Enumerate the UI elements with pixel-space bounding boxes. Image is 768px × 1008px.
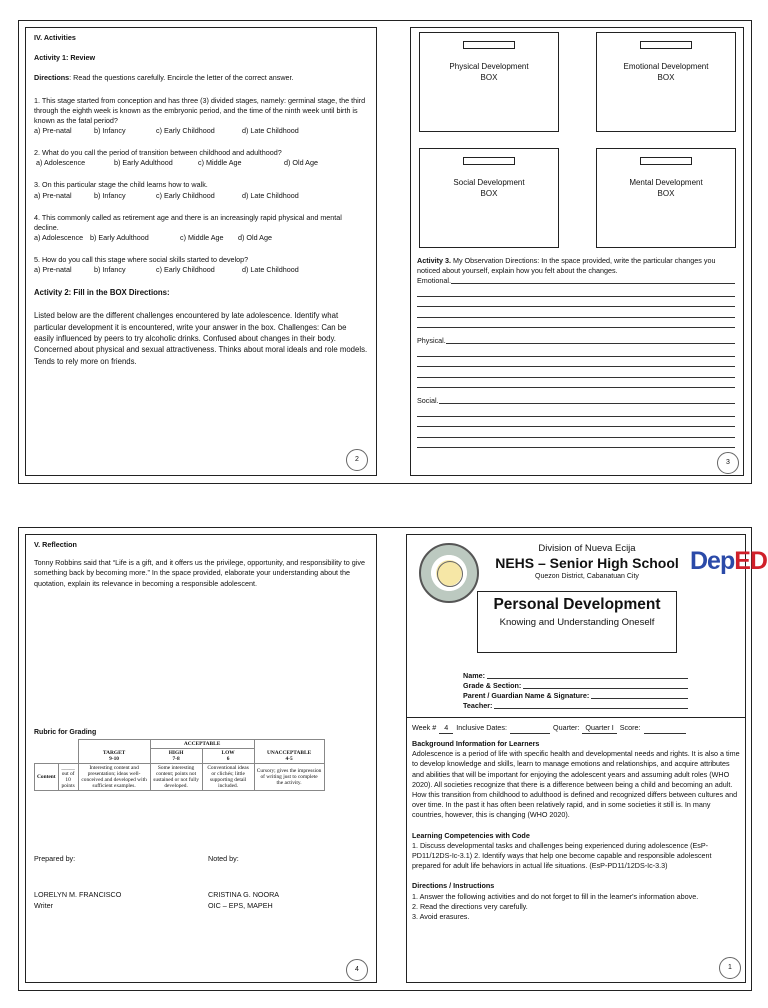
answer-line[interactable] (417, 297, 735, 308)
noter-role: OIC – EPS, MAPEH (208, 901, 273, 910)
answer-line[interactable] (417, 346, 735, 357)
social-answer-line[interactable]: Social. (417, 396, 735, 406)
grade-section-field[interactable]: Grade & Section: (463, 681, 688, 691)
header (487, 543, 687, 581)
rubric (34, 728, 325, 791)
question-1-options: a) Pre-natal b) Infancy c) Early Childhood d) Late Childhood (34, 126, 299, 136)
answer-line[interactable] (417, 307, 735, 318)
answer-line[interactable] (417, 357, 735, 368)
prepared-by-label: Prepared by: (34, 854, 76, 863)
page-number: 4 (346, 959, 368, 981)
box-tab (463, 157, 515, 165)
page-3 (410, 27, 744, 476)
answer-line[interactable] (417, 367, 735, 378)
section-title: IV. Activities (34, 33, 76, 42)
deped-logo-icon: DepED (690, 547, 767, 575)
question-1: 1. This stage started from conception and has three (3) divided stages, namely: germinal stage, the third through the eighth week is known as the embryonic period, and the time of the ninth week until birth is known as the fatal period? a) Pre-natal b) Infancy c) Early Childhood d) Late Childhood (34, 96, 368, 137)
reflection-text: Tonny Robbins said that “Life is a gift, and it offers us the privilege, opportunity, and responsibility to give something back by becoming more.” In the space provided, elaborate your understanding about the quotation, explain its relevance in becoming a responsible adolescent. (34, 558, 365, 588)
cover-body (412, 739, 740, 922)
quarter-value[interactable]: Quarter I (582, 723, 616, 734)
rubric-table: ACCEPTABLE TARGET 9-10 HIGH 7-8 LOW 6 UNACCEPTABLE 4-5 Content _____ out of 10 points Interesting content and presentation; ideas well-conceived and developed with sufficient examples. Some interesting content; points not sustained or not fully developed. Conventional ideas or clichés; little supporting detail included. Cursory; gives the impression of writing just to complete the activity. (34, 739, 325, 791)
question-2: 2. What do you call the period of transition between childhood and adulthood? a) Adolescence b) Early Adulthood c) Middle Age d) Old Age (34, 148, 368, 168)
answer-line[interactable] (417, 438, 735, 449)
activity-1-directions: Directions: Read the questions carefully. Encircle the letter of the correct answer. (34, 73, 294, 83)
question-5-options: a) Pre-natal b) Infancy c) Early Childhood d) Late Childhood (34, 265, 299, 275)
competencies-title: Learning Competencies with Code (412, 830, 530, 840)
social-development-box[interactable]: Social Development BOX (419, 148, 559, 248)
parent-guardian-field[interactable]: Parent / Guardian Name & Signature: (463, 691, 688, 701)
physical-development-box[interactable]: Physical Development BOX (419, 32, 559, 132)
question-3: 3. On this particular stage the child learns how to walk. a) Pre-natal b) Infancy c) Early Childhood d) Late Childhood (34, 180, 368, 200)
page-number: 2 (346, 449, 368, 471)
answer-line[interactable] (417, 406, 735, 417)
division-name: Division of Nueva Ecija (538, 543, 636, 554)
noted-by-label: Noted by: (208, 854, 239, 863)
page-1 (406, 534, 767, 983)
answer-line[interactable] (417, 286, 735, 297)
section-title: V. Reflection (34, 540, 77, 549)
score-field[interactable] (644, 723, 686, 734)
activity-2-title: Activity 2: Fill in the BOX Directions: (34, 288, 170, 298)
background-title: Background Information for Learners (412, 739, 540, 748)
page-2 (25, 27, 377, 476)
directions-title: Directions / Instructions (412, 881, 495, 891)
activity-2-text: Listed below are the different challenges encountered by late adolescence. Identify what particular development it is encountered, write your answer in the box. Challenges: Can be easily influenced by peers to try alcoholic drinks. Confused about changes in their body. Concerned about physical and sexual attractiveness. Thinks about moral ideals and role models. Tends to rely more on friends. (34, 311, 368, 366)
week-number[interactable]: 4 (439, 723, 453, 734)
answer-line[interactable] (417, 427, 735, 438)
rubric-title: Rubric for Grading (34, 729, 97, 736)
learner-info (463, 671, 688, 711)
direction-item: 2. Read the directions very carefully. (412, 901, 528, 911)
activity-3 (417, 256, 735, 448)
box-tab (640, 157, 692, 165)
subject-title: Personal Development (493, 596, 661, 613)
physical-answer-line[interactable]: Physical. (417, 336, 735, 346)
emotional-answer-line[interactable]: Emotional. (417, 276, 735, 286)
noter-name: CRISTINA G. NOORA (208, 890, 280, 899)
answer-line[interactable] (417, 378, 735, 389)
subject-box (477, 591, 677, 653)
activity-1-title: Activity 1: Review (34, 53, 96, 63)
background-text: Adolescence is a period of life with specific health and developmental needs and rights. It is also a time to develop knowledge and skills, learn to manage emotions and relationships, and acquire attributes and abilities that will be important for enjoying the adolescent years and assuming adult roles (WHO 2020). All societies recognize that there is a difference between being a child and becoming an adult. How this transition from childhood to adulthood is defined and recognized differs between cultures and over time. In the past it has often been relatively rapid, and in some societies it still is. In many countries, however, this is changing (WHO 2020). (412, 749, 740, 820)
page-4 (25, 534, 377, 983)
direction-item: 3. Avoid erasures. (412, 912, 470, 922)
inclusive-dates-field[interactable] (510, 723, 550, 734)
direction-item: 1. Answer the following activities and do not forget to fill in the learner's information above. (412, 891, 699, 901)
question-3-options: a) Pre-natal b) Infancy c) Early Childhood d) Late Childhood (34, 190, 299, 200)
mental-development-box[interactable]: Mental Development BOX (596, 148, 736, 248)
activity-3-directions: Activity 3. My Observation Directions: In the space provided, write the particular changes you noticed about yourself, explain how you felt about the changes. (417, 256, 716, 276)
emotional-development-box[interactable]: Emotional Development BOX (596, 32, 736, 132)
competencies-text: 1. Discuss developmental tasks and challenges being experienced during adolescence (EsP-PD11/12DS-Ic-3.1) 2. Identify ways that help one become capable and responsible adolescent prepared for adult life behaviors in actual life situations. (EsP-PD11/12DS-Ic-3.3) (412, 840, 712, 871)
name-field[interactable]: Name: (463, 671, 688, 681)
page-number: 3 (717, 452, 739, 474)
answer-line[interactable] (417, 318, 735, 329)
school-district: Quezon District, Cabanatuan City (535, 573, 639, 580)
question-5: 5. How do you call this stage where social skills started to develop? a) Pre-natal b) Infancy c) Early Childhood d) Late Childhood (34, 255, 368, 275)
question-4: 4. This commonly called as retirement age and there is an increasingly rapid physical and mental decline. a) Adolescence b) Early Adulthood c) Middle Age d) Old Age (34, 213, 368, 243)
box-tab (463, 41, 515, 49)
week-info-row: Week # 4 Inclusive Dates: Quarter: Quarter I Score: (412, 723, 740, 734)
subject-subtitle: Knowing and Understanding Oneself (499, 617, 655, 628)
answer-line[interactable] (417, 417, 735, 428)
writer-name: LORELYN M. FRANCISCO (34, 890, 122, 899)
writer-role: Writer (34, 901, 54, 910)
box-tab (640, 41, 692, 49)
question-2-options: a) Adolescence b) Early Adulthood c) Middle Age d) Old Age (36, 158, 318, 168)
page-number: 1 (719, 957, 741, 979)
school-seal-icon (419, 543, 479, 603)
teacher-field[interactable]: Teacher: (463, 701, 688, 711)
question-4-options: a) Adolescence b) Early Adulthood c) Middle Age d) Old Age (34, 233, 272, 243)
school-name: NEHS – Senior High School (495, 555, 679, 571)
